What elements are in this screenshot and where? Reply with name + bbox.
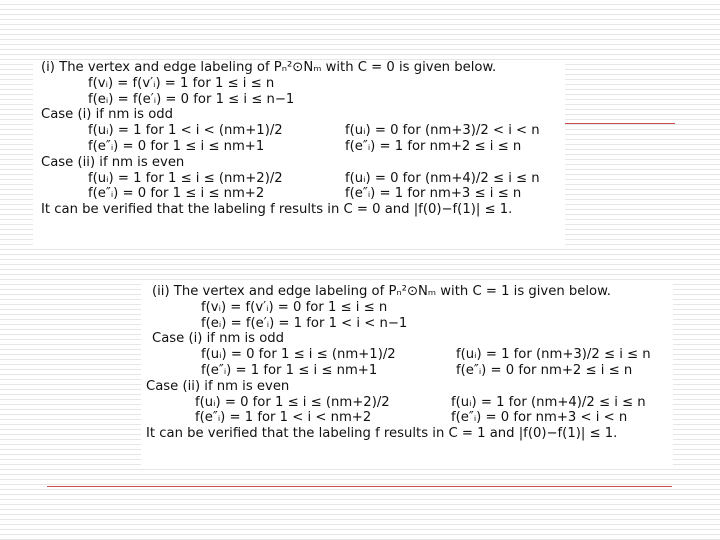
panel2-line-9b: f(e″ᵢ) = 0 for nm+3 < i < n [451,410,628,426]
panel2-line-2: f(vᵢ) = f(v′ᵢ) = 0 for 1 ≤ i ≤ n [201,299,388,315]
panel1-line-8b: f(uᵢ) = 0 for (nm+4)/2 ≤ i ≤ n [345,170,540,186]
divider-line-top [565,123,675,124]
panel2-line-6b: f(e″ᵢ) = 0 for nm+2 ≤ i ≤ n [456,362,633,378]
panel2-line-5a: f(uᵢ) = 0 for 1 ≤ i ≤ (nm+1)/2 [201,347,396,363]
panel1-line-9a: f(e″ᵢ) = 0 for 1 ≤ i ≤ nm+2 [88,186,265,202]
panel2-line-8a: f(uᵢ) = 0 for 1 ≤ i ≤ (nm+2)/2 [195,394,390,410]
panel1-line-5a: f(uᵢ) = 1 for 1 < i < (nm+1)/2 [88,123,283,139]
panel1-case-ii: Case (ii) if nm is even [41,154,185,170]
divider-line-bottom [47,486,672,487]
panel2-line-8b: f(uᵢ) = 1 for (nm+4)/2 ≤ i ≤ n [451,394,646,410]
panel2-case-ii: Case (ii) if nm is even [146,378,290,394]
panel2-conclusion: It can be verified that the labeling f results in C = 1 and |f(0)−f(1)| ≤ 1. [146,426,618,442]
panel2-line-3: f(eᵢ) = f(e′ᵢ) = 1 for 1 < i < n−1 [201,315,408,331]
proof-panel-c0 [33,60,565,245]
panel1-line-9b: f(e″ᵢ) = 1 for nm+3 ≤ i ≤ n [345,186,522,202]
panel2-line-9a: f(e″ᵢ) = 1 for 1 < i < nm+2 [195,410,372,426]
panel1-line-3: f(eᵢ) = f(e′ᵢ) = 0 for 1 ≤ i ≤ n−1 [88,91,295,107]
panel1-line-6a: f(e″ᵢ) = 0 for 1 ≤ i ≤ nm+1 [88,138,265,154]
panel1-line-6b: f(e″ᵢ) = 1 for nm+2 ≤ i ≤ n [345,138,522,154]
panel1-heading: (i) The vertex and edge labeling of Pₙ²⊙Nₘ with C = 0 is given below. [41,60,497,75]
panel2-heading: (ii) The vertex and edge labeling of Pₙ²⊙Nₘ with C = 1 is given below. [152,284,611,299]
panel2-line-5b: f(uᵢ) = 1 for (nm+3)/2 ≤ i ≤ n [456,347,651,363]
proof-panel-c1 [141,284,673,466]
panel1-line-2: f(vᵢ) = f(v′ᵢ) = 1 for 1 ≤ i ≤ n [88,75,275,91]
panel1-case-i: Case (i) if nm is odd [41,107,174,123]
panel1-line-5b: f(uᵢ) = 0 for (nm+3)/2 < i < n [345,123,540,139]
panel1-line-8a: f(uᵢ) = 1 for 1 ≤ i ≤ (nm+2)/2 [88,170,283,186]
panel2-line-6a: f(e″ᵢ) = 1 for 1 ≤ i ≤ nm+1 [201,362,378,378]
panel2-case-i: Case (i) if nm is odd [152,331,285,347]
panel1-conclusion: It can be verified that the labeling f results in C = 0 and |f(0)−f(1)| ≤ 1. [41,202,513,218]
